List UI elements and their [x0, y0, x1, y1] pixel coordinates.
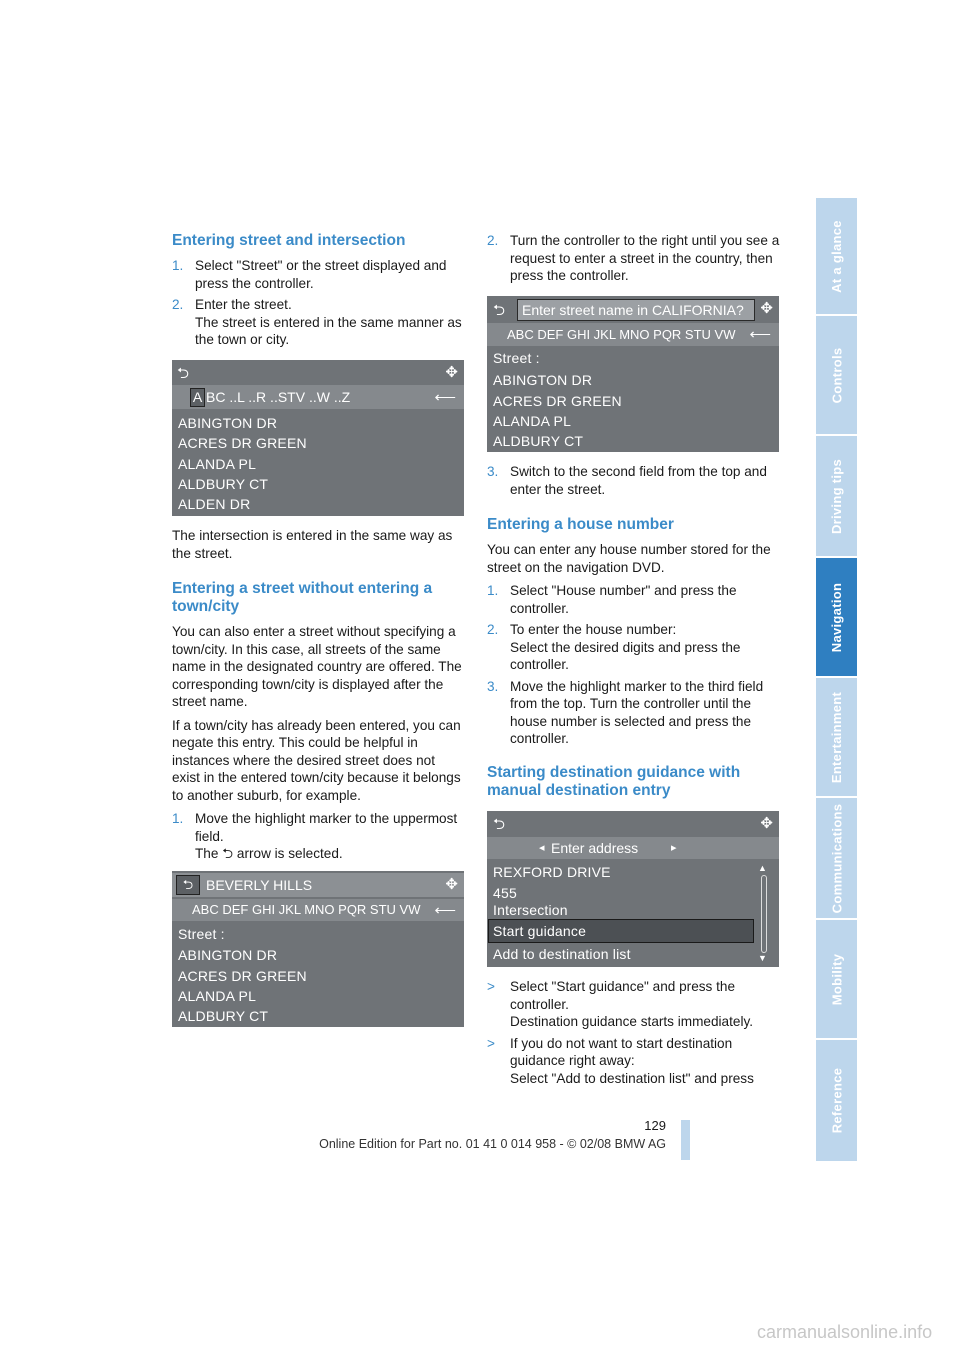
list-item[interactable]: ACRES DR GREEN [178, 435, 307, 451]
list-item[interactable]: ALANDA PL [493, 413, 572, 429]
tab-entertainment[interactable]: Entertainment [816, 678, 857, 796]
tab-reference[interactable]: Reference [816, 1040, 857, 1161]
tab-communications[interactable]: Communications [816, 798, 857, 918]
footer: Online Edition for Part no. 01 41 0 014 958 - © 02/08 BMW AG [319, 1137, 666, 1151]
left-column [172, 232, 465, 353]
address-header-text: Enter address [551, 840, 639, 856]
scrollbar[interactable] [757, 863, 769, 963]
step-3: 3. Switch to the second field from the top and enter the street. [487, 464, 767, 497]
screen-enter-address [487, 811, 779, 967]
list-item[interactable]: ABINGTON DR [178, 415, 278, 431]
tab-navigation[interactable]: Navigation [816, 558, 857, 676]
list-item[interactable]: ALANDA PL [178, 456, 257, 472]
controller-icon: ✥ [760, 300, 773, 317]
tab-at-a-glance[interactable]: At a glance [816, 198, 857, 314]
list-item[interactable]: REXFORD DRIVE [493, 864, 611, 880]
tab-controls[interactable]: Controls [816, 316, 857, 434]
list-item[interactable]: ALDBURY CT [178, 1008, 269, 1024]
step-1: 1. Move the highlight marker to the uppermost field. The ⮌ arrow is selected. [172, 811, 458, 861]
heading-street-without-town: Entering a street without entering a town/city [172, 580, 433, 615]
list-item[interactable]: Intersection [493, 902, 568, 918]
letter-bar[interactable] [487, 323, 779, 346]
page-marker [681, 1120, 690, 1160]
bullet-add-destination: > If you do not want to start destination guidance right away: Select "Add to destination list" and press [487, 1035, 754, 1086]
scroll-down-icon[interactable]: ▼ [758, 953, 767, 963]
tab-mobility[interactable]: Mobility [816, 920, 857, 1038]
backspace-icon[interactable]: ⟵ [749, 326, 771, 343]
bullet-start-guidance: > Select "Start guidance" and press the controller. Destination guidance starts immediately. [487, 979, 754, 1029]
letter-cursor[interactable]: A [190, 388, 205, 407]
step-3: 3. Move the highlight marker to the third field from the top. Turn the controller until the house number is selected and press the controller. [487, 678, 764, 746]
step-2: 2. Enter the street. The street is entered in the same manner as the town or city. [172, 297, 462, 347]
screen-california [487, 296, 779, 452]
back-arrow-icon[interactable]: ⮌ [177, 365, 190, 382]
step-1: 1. Select "House number" and press the controller. [487, 583, 737, 616]
chapter-tabs [816, 198, 857, 1161]
controller-icon: ✥ [445, 364, 458, 381]
heading-street-intersection: Entering street and intersection [172, 232, 406, 249]
backspace-icon[interactable]: ⟵ [434, 389, 456, 406]
screen-beverly-hills [172, 871, 464, 1027]
right-column-3 [487, 978, 782, 1091]
back-arrow-icon[interactable]: ⮌ [176, 875, 200, 895]
street-label: Street : [493, 350, 540, 366]
letter-bar[interactable] [172, 899, 464, 921]
left-column-2 [172, 580, 465, 867]
back-arrow-icon[interactable]: ⮌ [493, 816, 506, 833]
backspace-icon[interactable]: ⟵ [434, 902, 456, 919]
list-item[interactable]: 455 [493, 885, 517, 901]
right-column-2 [487, 463, 782, 800]
list-item-selected[interactable]: Start guidance [493, 923, 587, 939]
list-item[interactable]: ALDEN DR [178, 496, 251, 512]
paragraph: If a town/city has already been entered, you can negate this entry. This could be helpful in instances where the desired street does not exist in the entered town/city because it belongs to another suburb, for example. [172, 717, 461, 803]
controller-icon: ✥ [760, 815, 773, 832]
paragraph: You can enter any house number stored for the street on the navigation DVD. [487, 542, 771, 575]
city-name: BEVERLY HILLS [206, 877, 313, 893]
list-item[interactable]: ALDBURY CT [178, 476, 269, 492]
list-item[interactable]: ABINGTON DR [178, 947, 278, 963]
watermark: carmanualsonline.info [757, 1322, 933, 1342]
heading-house-number: Entering a house number [487, 516, 674, 533]
paragraph: You can also enter a street without specifying a town/city. In this case, all streets of the same name in the designated country are offered. The corresponding town/city is displayed after the street name. [172, 624, 462, 709]
letter-bar[interactable] [172, 385, 464, 409]
letter-bar-text: BC ..L ..R ..STV ..W ..Z [206, 389, 351, 405]
chevron-right-icon: ▸ [671, 842, 677, 854]
city-field[interactable] [172, 873, 464, 897]
right-column [487, 232, 782, 289]
street-label: Street : [178, 926, 225, 942]
chevron-left-icon: ◂ [539, 842, 545, 854]
list-item[interactable]: ALANDA PL [178, 988, 257, 1004]
request-field[interactable]: Enter street name in CALIFORNIA? [517, 299, 755, 321]
letter-bar-text: ABC DEF GHI JKL MNO PQR STU VW [192, 902, 421, 917]
screen-street-entry [172, 360, 464, 516]
list-item[interactable]: ACRES DR GREEN [178, 968, 307, 984]
list-item[interactable]: ABINGTON DR [493, 372, 593, 388]
back-arrow-icon: ⮌ [222, 846, 234, 861]
list-item[interactable]: ALDBURY CT [493, 433, 584, 449]
scroll-track [761, 875, 767, 953]
list-item[interactable]: Add to destination list [493, 946, 631, 962]
controller-icon: ✥ [445, 876, 458, 893]
step-2: 2. Turn the controller to the right until you see a request to enter a street in the country, then press the controller. [487, 233, 780, 283]
letter-bar-text: ABC DEF GHI JKL MNO PQR STU VW [507, 327, 736, 342]
back-arrow-icon[interactable]: ⮌ [493, 302, 506, 319]
heading-start-guidance: Starting destination guidance with manual destination entry [487, 763, 741, 799]
address-header[interactable] [487, 837, 779, 859]
intersection-note: The intersection is entered in the same way as the street. [172, 528, 453, 561]
step-1: 1. Select "Street" or the street displayed and press the controller. [172, 258, 447, 291]
step-2: 2. To enter the house number: Select the desired digits and press the controller. [487, 622, 741, 672]
scroll-up-icon[interactable]: ▲ [758, 863, 767, 873]
page-number: 129 [644, 1118, 666, 1133]
list-item[interactable]: ACRES DR GREEN [493, 393, 622, 409]
tab-driving-tips[interactable]: Driving tips [816, 436, 857, 556]
